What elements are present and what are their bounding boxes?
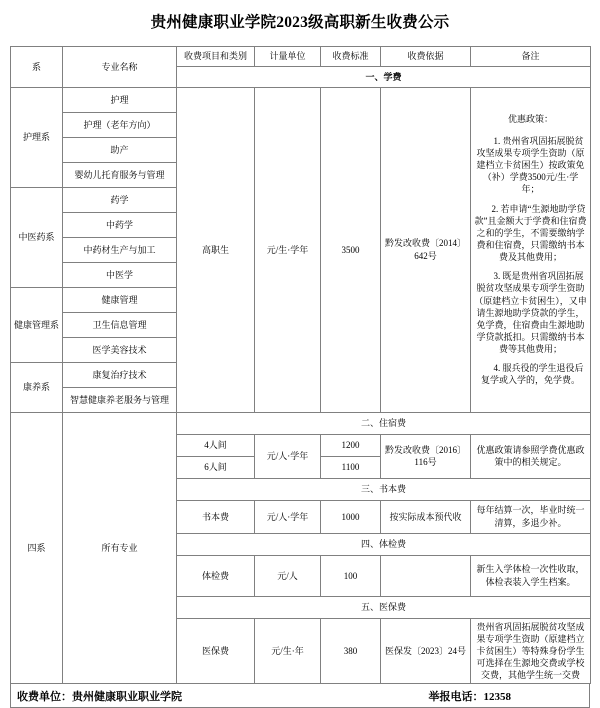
major-cell: 中医学 xyxy=(63,262,177,287)
physical-exam-item: 体检费 xyxy=(177,555,255,596)
column-header-basis: 收费依据 xyxy=(381,46,471,66)
books-remarks: 每年结算一次，毕业时统一清算，多退少补。 xyxy=(471,500,591,533)
major-cell-all: 所有专业 xyxy=(63,412,177,684)
section-header-medical-insurance: 五、医保费 xyxy=(177,596,591,618)
column-header-standard: 收费标准 xyxy=(321,46,381,66)
department-cell-health-management: 健康管理系 xyxy=(11,287,63,362)
section-row-accommodation xyxy=(11,412,591,434)
accommodation-basis: 黔发改收费〔2016〕116号 xyxy=(381,434,471,478)
accommodation-unit: 元/人·学年 xyxy=(255,434,321,478)
major-cell: 婴幼儿托育服务与管理 xyxy=(63,162,177,187)
books-basis: 按实际成本预代收 xyxy=(381,500,471,533)
tuition-basis: 黔发改收费〔2014〕642号 xyxy=(381,87,471,412)
remarks-title: 优惠政策： xyxy=(507,113,553,124)
column-header-department: 系 xyxy=(11,46,63,87)
department-cell-nursing: 护理系 xyxy=(11,87,63,187)
column-header-item-category: 收费项目和类别 xyxy=(177,46,255,66)
column-header-unit: 计量单位 xyxy=(255,46,321,66)
books-unit: 元/人·学年 xyxy=(255,500,321,533)
major-cell: 中药材生产与加工 xyxy=(63,237,177,262)
accommodation-remarks: 优惠政策请参照学费优惠政策中的相关规定。 xyxy=(471,434,591,478)
fee-table xyxy=(10,46,591,685)
physical-exam-remarks: 新生入学体检一次性收取，体检表装入学生档案。 xyxy=(471,555,591,596)
major-cell: 护理（老年方向） xyxy=(63,112,177,137)
accommodation-standard-4: 1200 xyxy=(321,434,381,456)
department-cell-all: 四系 xyxy=(11,412,63,684)
column-header-major: 专业名称 xyxy=(63,46,177,87)
footer-hotline: 举报电话：12358 xyxy=(428,690,511,703)
major-cell: 中药学 xyxy=(63,212,177,237)
books-standard: 1000 xyxy=(321,500,381,533)
physical-exam-standard: 100 xyxy=(321,555,381,596)
accommodation-item-4: 4人间 xyxy=(177,434,255,456)
section-header-accommodation: 二、住宿费 xyxy=(177,412,591,434)
section-header-books: 三、书本费 xyxy=(177,478,591,500)
physical-exam-unit: 元/人 xyxy=(255,555,321,596)
remarks-item-1: 1. 贵州省巩固拓展脱贫攻坚成果专项学生资助（原建档立卡贫困生）按政策免（补）学费3500元/生·学年； xyxy=(476,135,585,195)
tuition-item: 高职生 xyxy=(177,87,255,412)
major-cell: 药学 xyxy=(63,187,177,212)
accommodation-standard-6: 1100 xyxy=(321,456,381,478)
table-header-row xyxy=(11,46,591,66)
books-item: 书本费 xyxy=(177,500,255,533)
remarks-item-4: 4. 服兵役的学生退役后复学或入学的，免学费。 xyxy=(480,363,584,386)
major-cell: 助产 xyxy=(63,137,177,162)
department-cell-rehab: 康养系 xyxy=(11,362,63,412)
tuition-standard: 3500 xyxy=(321,87,381,412)
medical-insurance-remarks: 贵州省巩固拓展脱贫攻坚成果专项学生资助（原建档立卡贫困生）等特殊身份学生可选择在生源地交费或学校交费，其他学生统一交费 xyxy=(471,618,591,684)
tuition-unit: 元/生·学年 xyxy=(255,87,321,412)
medical-insurance-unit: 元/生·年 xyxy=(255,618,321,684)
major-cell: 康复治疗技术 xyxy=(63,362,177,387)
major-cell: 护理 xyxy=(63,87,177,112)
remarks-item-3: 3. 既是贵州省巩固拓展脱贫攻坚成果专项学生资助（原建档立卡贫困生），又申请生源地助学贷款的学生，免学费，住宿费由生源地助学贷款抵扣。只需缴纳书本费等其他费用； xyxy=(474,271,587,355)
medical-insurance-standard: 380 xyxy=(321,618,381,684)
major-cell: 智慧健康养老服务与管理 xyxy=(63,387,177,412)
accommodation-item-6: 6人间 xyxy=(177,456,255,478)
medical-insurance-item: 医保费 xyxy=(177,618,255,684)
footer-charging-unit: 收费单位：贵州健康职业职业学院 xyxy=(17,690,182,703)
section-header-physical-exam: 四、体检费 xyxy=(177,533,591,555)
section-header-tuition: 一、学费 xyxy=(177,66,591,87)
department-cell-tcm: 中医药系 xyxy=(11,187,63,287)
medical-insurance-basis: 医保发〔2023〕24号 xyxy=(381,618,471,684)
footer-row xyxy=(10,684,590,708)
major-cell: 卫生信息管理 xyxy=(63,312,177,337)
major-cell: 健康管理 xyxy=(63,287,177,312)
table-row xyxy=(11,87,591,112)
remarks-item-2: 2. 若申请“生源地助学贷款”且金额大于学费和住宿费之和的学生，不需要缴纳学费和住宿费，只需缴纳书本费及其他费用； xyxy=(474,203,587,263)
physical-exam-basis xyxy=(381,555,471,596)
tuition-remarks xyxy=(471,87,591,412)
major-cell: 医学美容技术 xyxy=(63,337,177,362)
column-header-remarks: 备注 xyxy=(471,46,591,66)
page-title: 贵州健康职业学院2023级高职新生收费公示 xyxy=(150,14,450,31)
